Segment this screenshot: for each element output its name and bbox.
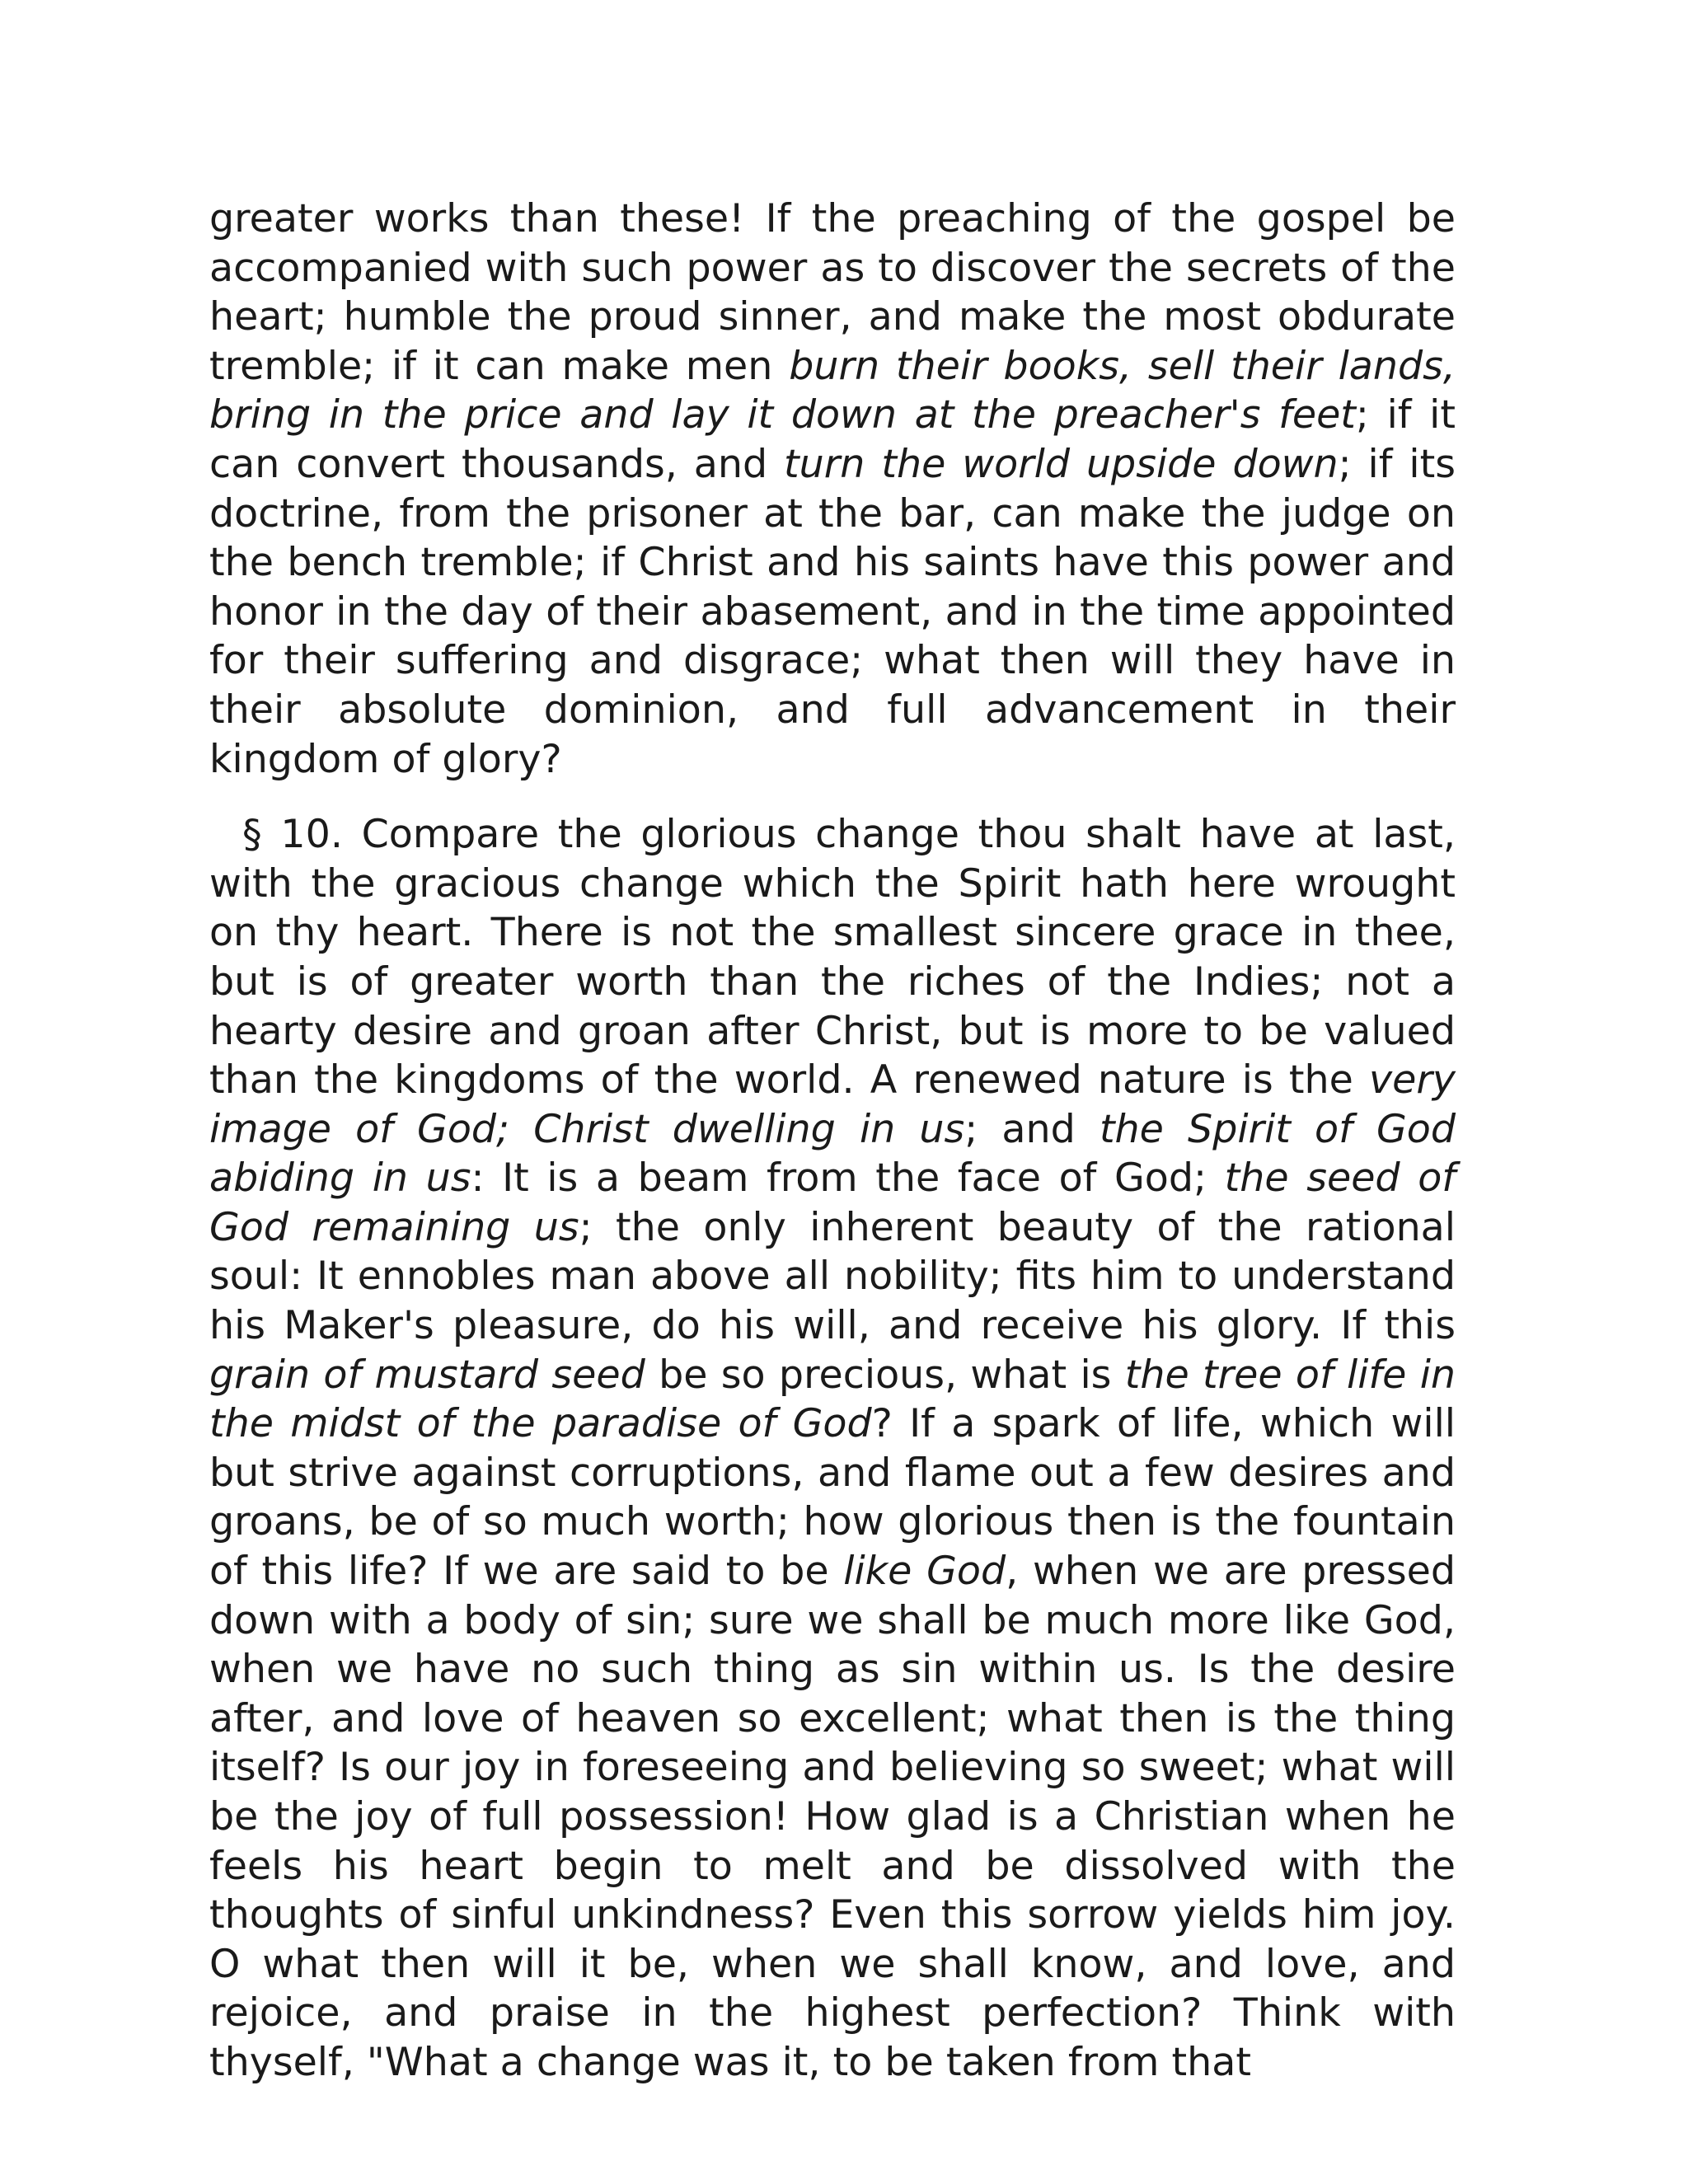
italic-run: turn the world upside down <box>784 441 1339 487</box>
text-run: ; the only inherent beauty of the rational soul: It ennobles man above all nobility; fits him to understand his Maker's pleasure, do his will, and receive his glory. If this <box>209 1204 1456 1349</box>
text-run: greater works than these! If the preaching of the gospel be accompanied with such power as to discover the secrets of the heart; humble the proud sinner, and make the most obdurate tremble; if it can make men <box>209 196 1456 389</box>
text-run: § 10. Compare the glorious change thou shalt have at last, with the gracious change which the Spirit hath here wrought on thy heart. There is not the smallest sincere grace in thee, but is of greater worth than the riches of the Indies; not a hearty desire and groan after Christ, but is more to be valued than the kingdoms of the world. A renewed nature is the <box>209 812 1456 1104</box>
text-run: be so precious, what is <box>645 1352 1125 1398</box>
document-page <box>209 194 1456 2088</box>
text-run: ; if its doctrine, from the prisoner at the bar, can make the judge on the bench tremble; if Christ and his saints have this power and honor in the day of their abasement, and in the time appointed for their suffering and disgrace; what then will they have in their absolute dominion, and full advancement in their kingdom of glory? <box>209 441 1456 782</box>
italic-run: the seed of God remaining us <box>209 1155 1456 1250</box>
italic-run: the Spirit of God abiding in us <box>209 1106 1456 1202</box>
italic-run: very image of God; Christ dwelling in us <box>209 1057 1456 1152</box>
italic-run: the tree of life in the midst of the paradise of God <box>209 1352 1456 1447</box>
text-run: , when we are pressed down with a body of sin; sure we shall be much more like God, when we have no such thing as sin within us. Is the desire after, and love of heaven so excellent; what then is the thing itself? Is our joy in foreseeing and believing so sweet; what will be the joy of full possession! How glad is a Christian when he feels his heart begin to melt and be dissolved with the thoughts of sinful unkindness? Even this sorrow yields him joy. O what then will it be, when we shall know, and love, and rejoice, and praise in the highest perfection? Think with thyself, "What a change was it, to be taken from that <box>209 1549 1456 2085</box>
text-run: ? If a spark of life, which will but strive against corruptions, and flame out a few desires and groans, be of so much worth; how glorious then is the fountain of this life? If we are said to be <box>209 1401 1456 1595</box>
text-run: : It is a beam from the face of God; <box>471 1155 1225 1202</box>
italic-run: like God <box>843 1549 1006 1595</box>
italic-run: burn their books, sell their lands, bring in the price and lay it down at the preacher's feet <box>209 343 1456 438</box>
text-run: ; if it can convert thousands, and <box>209 392 1456 487</box>
paragraph-2-section-10 <box>209 810 1456 2087</box>
text-run: ; and <box>964 1106 1100 1152</box>
italic-run: grain of mustard seed <box>209 1352 645 1398</box>
paragraph-1 <box>209 194 1456 784</box>
